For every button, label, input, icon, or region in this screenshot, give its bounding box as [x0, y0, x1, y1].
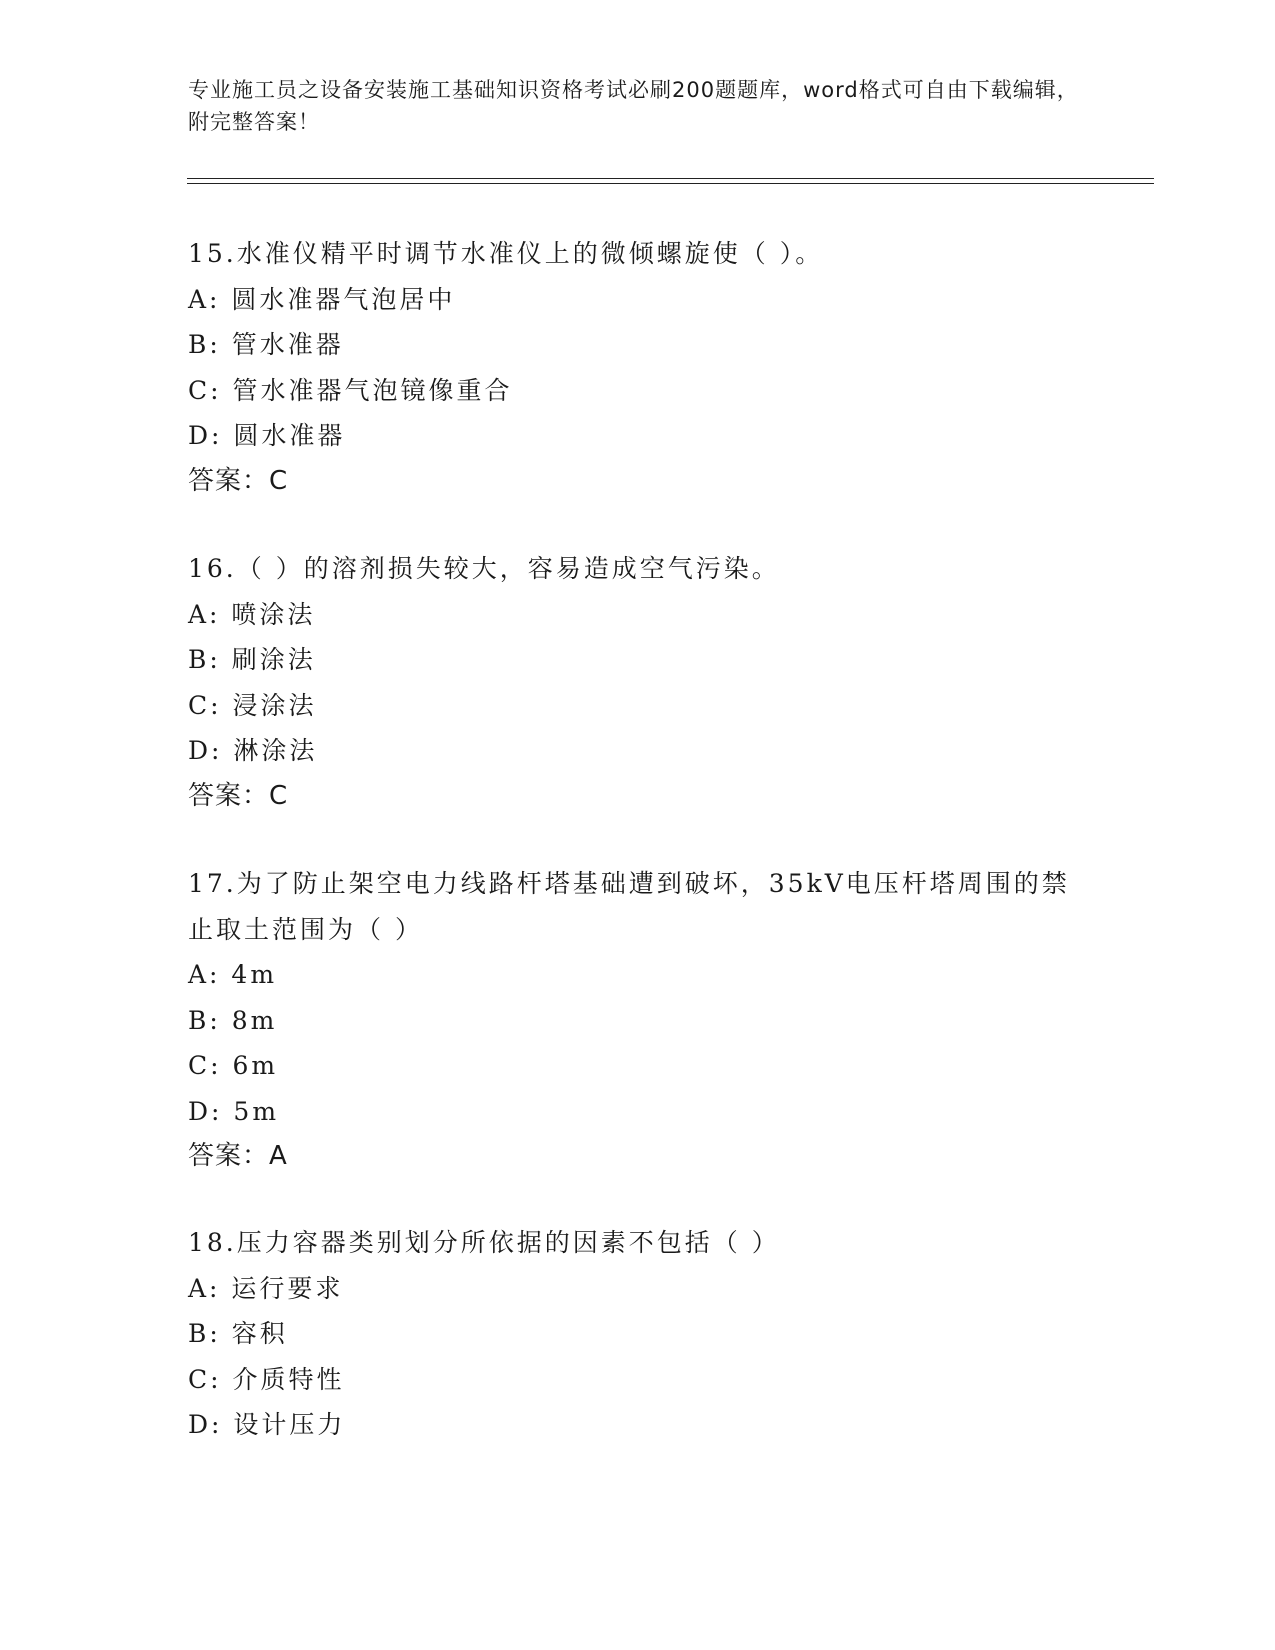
- question-15: [188, 231, 1108, 504]
- option-b: B: 刷涂法: [188, 645, 316, 674]
- answer: 答案：C: [188, 780, 289, 811]
- option-a: A: 喷涂法: [188, 599, 316, 629]
- question-stem: 17.为了防止架空电力线路杆塔基础遭到破坏，35kV电压杆塔周围的禁止取土范围为（ ）: [188, 869, 1070, 944]
- question-17: [188, 861, 1108, 1180]
- option-d: D: 设计压力: [188, 1410, 346, 1439]
- option-c: C: 6m: [188, 1051, 279, 1080]
- option-d: D: 5m: [188, 1096, 280, 1126]
- option-c: C: 介质特性: [188, 1364, 345, 1394]
- answer: 答案：A: [188, 1141, 288, 1171]
- header-divider-top: [187, 178, 1154, 179]
- option-c: C: 浸涂法: [188, 690, 317, 720]
- answer: 答案：C: [188, 465, 289, 496]
- question-18: [188, 1220, 1108, 1448]
- option-c: C: 管水准器气泡镜像重合: [188, 375, 513, 405]
- option-b: B: 管水准器: [188, 330, 344, 359]
- document-header: 专业施工员之设备安装施工基础知识资格考试必刷200题题库，word格式可自由下载编辑，附完整答案！: [188, 78, 1079, 134]
- option-b: B: 8m: [188, 1005, 278, 1035]
- question-16: [188, 546, 1108, 819]
- option-d: D: 圆水准器: [188, 421, 346, 450]
- option-b: B: 容积: [188, 1319, 288, 1348]
- option-a: A: 圆水准器气泡居中: [188, 284, 456, 314]
- header-divider-bottom: [187, 183, 1154, 184]
- question-stem: 16.（ ）的溶剂损失较大，容易造成空气污染。: [188, 554, 780, 583]
- question-stem: 18.压力容器类别划分所依据的因素不包括（ ）: [188, 1228, 780, 1257]
- option-d: D: 淋涂法: [188, 736, 318, 765]
- option-a: A: 4m: [188, 960, 278, 989]
- option-a: A: 运行要求: [188, 1273, 344, 1303]
- question-stem: 15.水准仪精平时调节水准仪上的微倾螺旋使（ ）。: [188, 239, 824, 268]
